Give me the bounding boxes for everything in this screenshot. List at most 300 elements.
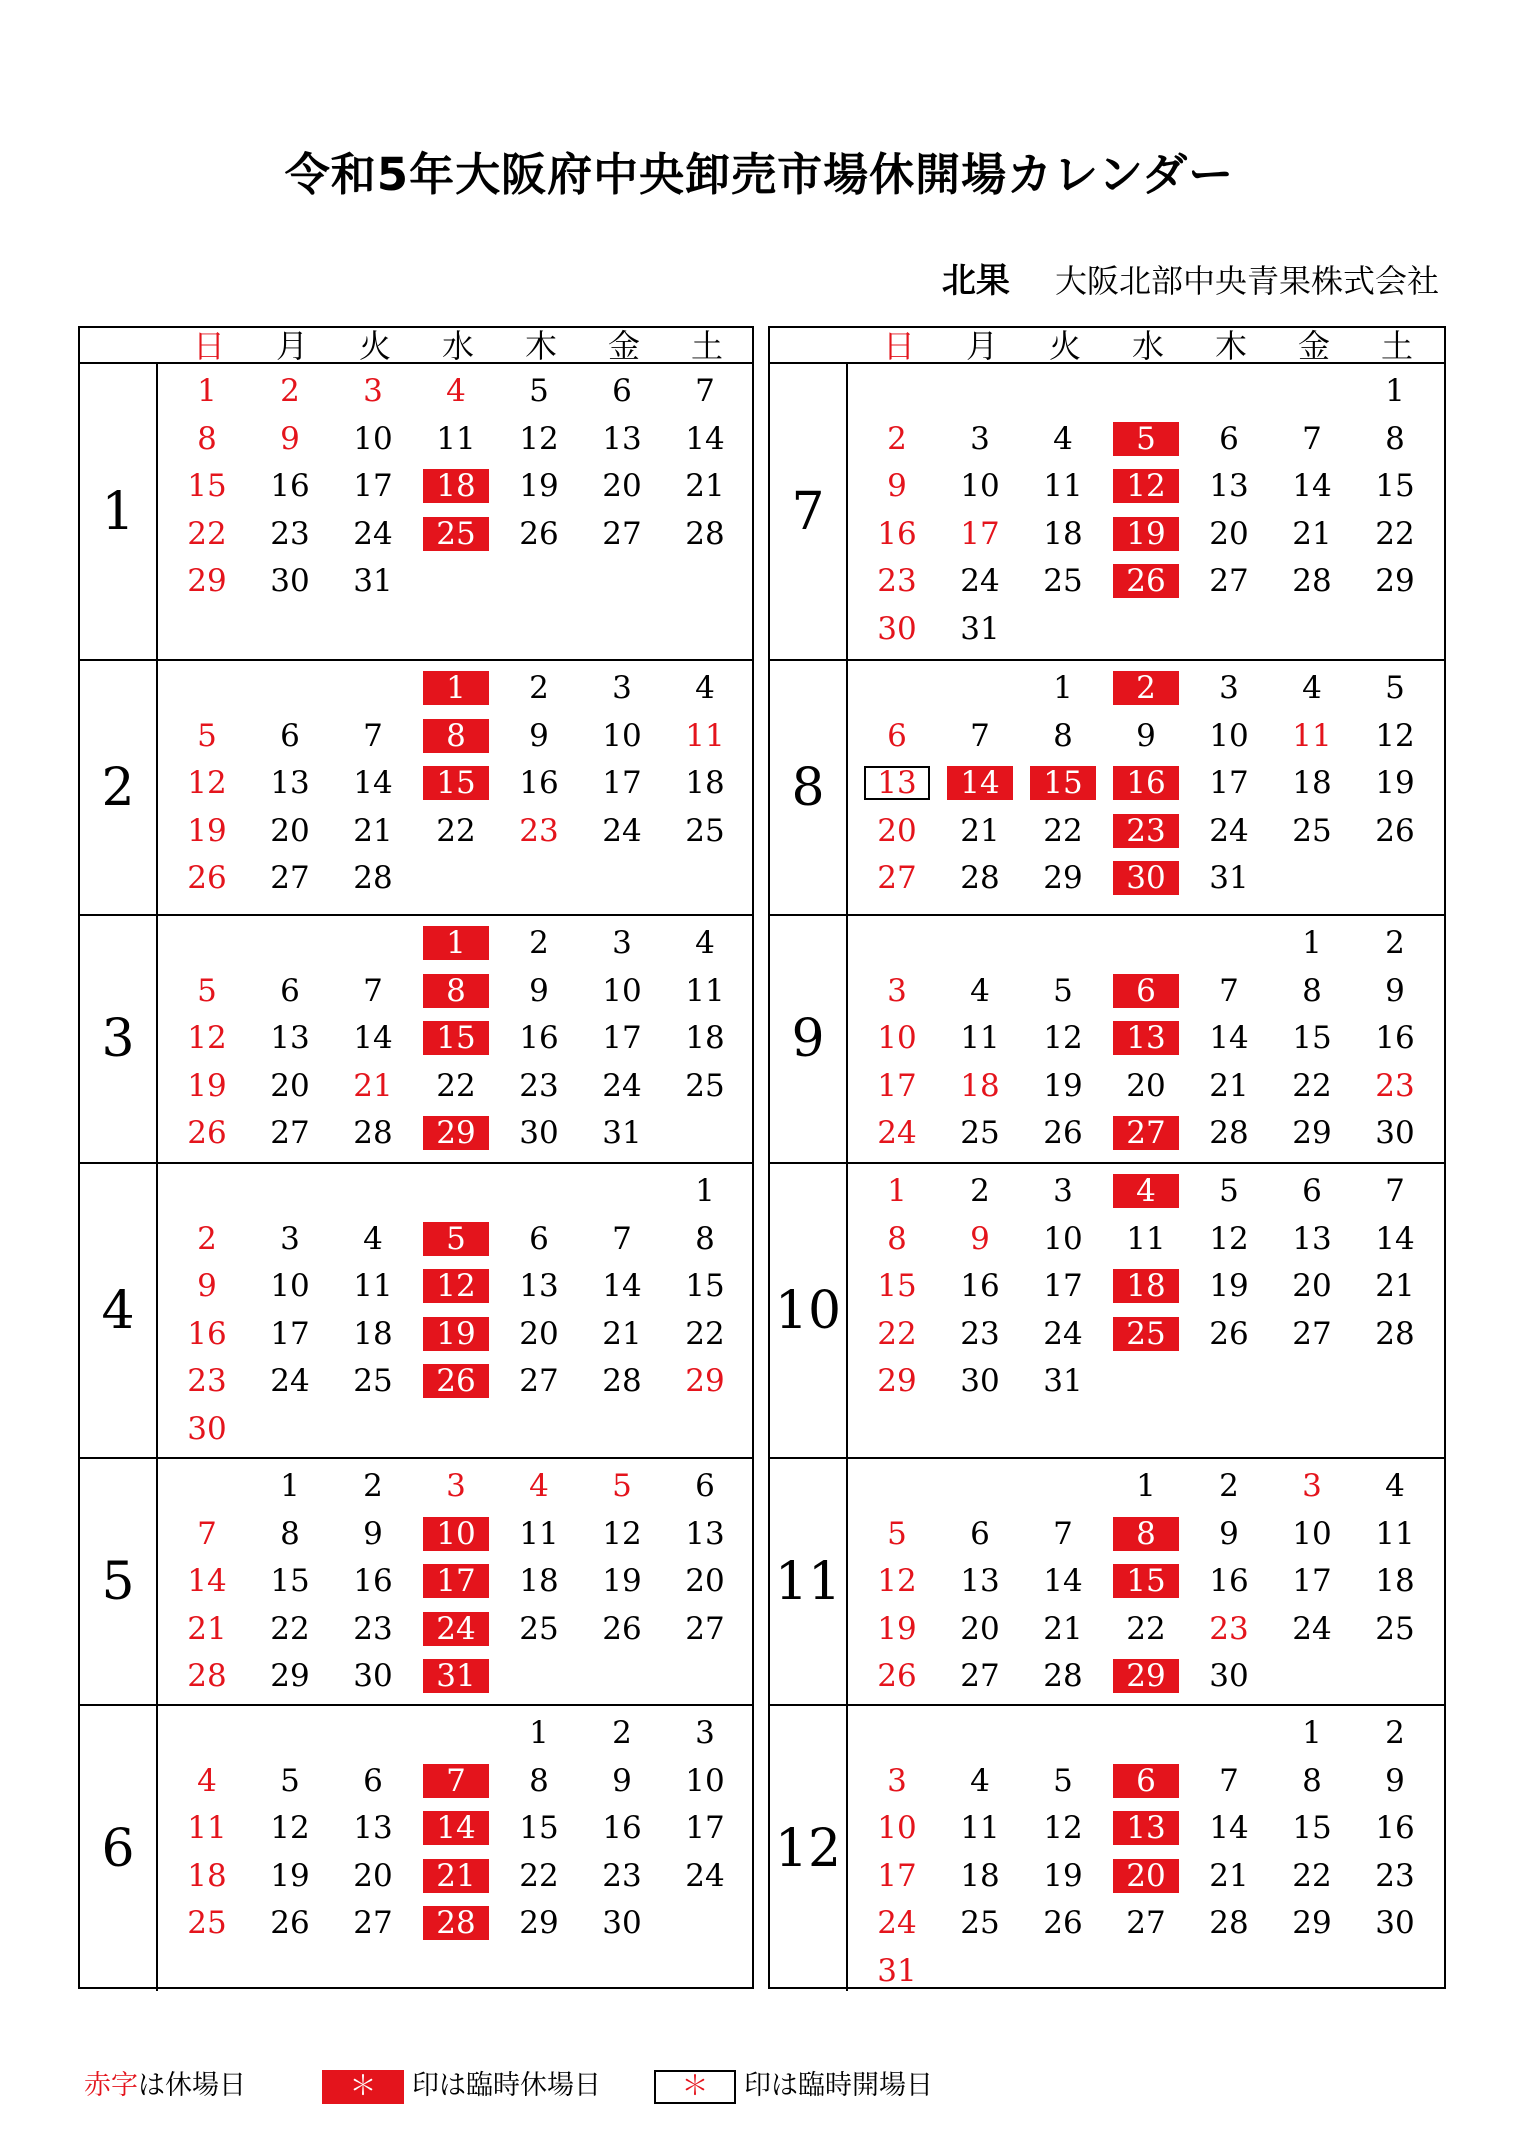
calendar-day: 10 [877,1020,917,1056]
calendar-day: 4 [970,1762,990,1799]
calendar-day: 27 [1209,563,1249,599]
calendar-day: 15 [1113,1564,1179,1598]
calendar-day: 5 [1385,670,1405,706]
calendar-day: 18 [685,765,725,801]
calendar-day: 30 [353,1658,393,1694]
calendar-day: 5 [1219,1173,1239,1209]
calendar-day: 22 [1126,1610,1166,1647]
legend-red-text [84,2068,246,2104]
calendar-day: 8 [695,1220,715,1257]
calendar-day: 23 [1209,1610,1249,1647]
calendar-day: 21 [1209,1067,1249,1104]
calendar-day: 15 [187,468,227,504]
calendar-day: 21 [1209,1857,1249,1894]
calendar-day: 2 [1113,671,1179,705]
calendar-day: 4 [197,1762,217,1799]
calendar-day: 26 [877,1658,917,1694]
calendar-day: 19 [1043,1067,1083,1104]
month-block [80,1706,752,1991]
calendar-day: 7 [695,373,715,409]
calendar-day: 21 [1375,1268,1415,1304]
calendar-day: 16 [1375,1810,1415,1846]
calendar-day: 5 [280,1762,300,1799]
calendar-day: 31 [423,1659,489,1693]
calendar-day: 13 [1113,1021,1179,1055]
month-block [80,1164,752,1459]
calendar-day: 29 [685,1363,725,1399]
calendar-day: 25 [187,1905,227,1941]
calendar-day: 20 [1113,1859,1179,1893]
calendar-day: 8 [197,420,217,457]
calendar-day: 11 [685,972,725,1009]
calendar-day: 24 [685,1857,725,1894]
month-block [770,1706,1444,1991]
calendar-day: 17 [353,468,393,504]
calendar-day: 23 [602,1857,642,1894]
calendar-day: 7 [970,717,990,754]
calendar-day: 1 [1385,373,1405,409]
calendar-day: 3 [1302,1468,1322,1504]
calendar-day: 4 [695,670,715,706]
calendar-day: 14 [1209,1020,1249,1056]
calendar-day: 15 [685,1268,725,1304]
calendar-day: 27 [1292,1315,1332,1352]
calendar-day: 29 [1113,1659,1179,1693]
calendar-day: 9 [970,1220,990,1257]
calendar-day: 2 [363,1468,383,1504]
month-block [80,1459,752,1706]
legend-red-word: 赤字 [84,2070,138,2101]
month-block [80,661,752,916]
calendar-day: 24 [1292,1610,1332,1647]
calendar-day: 26 [602,1610,642,1647]
calendar-day: 8 [1113,1517,1179,1551]
calendar-day: 23 [1375,1857,1415,1894]
calendar-day: 8 [423,719,489,753]
month-block [770,661,1444,916]
calendar-day: 19 [270,1857,310,1894]
calendar-day: 3 [363,373,383,409]
calendar-day: 2 [1385,1715,1405,1751]
month-block [770,364,1444,661]
calendar-day: 28 [602,1363,642,1399]
calendar-day: 17 [877,1857,917,1894]
month-label: 5 [80,1459,158,1704]
calendar-day: 2 [529,925,549,961]
calendar-day: 7 [363,717,383,754]
calendar-day: 21 [353,1067,393,1104]
calendar-day: 18 [685,1020,725,1056]
calendar-day: 9 [363,1515,383,1552]
calendar-day: 7 [363,972,383,1009]
calendar-day: 17 [1292,1563,1332,1599]
calendar-day: 22 [1292,1857,1332,1894]
calendar-day: 5 [197,717,217,754]
calendar-day: 14 [353,765,393,801]
calendar-day: 11 [1043,468,1083,504]
calendar-day: 19 [1043,1857,1083,1894]
calendar-day: 19 [519,468,559,504]
calendar-day: 18 [1292,765,1332,801]
calendar-day: 17 [1209,765,1249,801]
calendar-day: 27 [270,1115,310,1151]
weekday-label: 日 [882,327,915,365]
month-label: 1 [80,364,158,659]
weekday-label: 木 [524,327,557,365]
calendar-day: 30 [270,563,310,599]
calendar-day: 6 [363,1762,383,1799]
calendar-day: 26 [1043,1905,1083,1941]
calendar-day: 8 [1302,972,1322,1009]
calendar-day: 29 [1292,1115,1332,1151]
month-label: 6 [80,1706,158,1991]
calendar-day: 24 [877,1115,917,1151]
weekday-label: 火 [1048,327,1081,365]
calendar-day: 5 [1053,972,1073,1009]
calendar-day: 17 [270,1315,310,1352]
calendar-day: 15 [877,1268,917,1304]
calendar-day: 12 [1375,717,1415,754]
weekday-label: 月 [275,327,308,365]
calendar-day: 13 [960,1563,1000,1599]
calendar-day: 3 [446,1468,466,1504]
calendar-day: 23 [877,563,917,599]
calendar-day: 1 [1302,1715,1322,1751]
calendar-day: 10 [602,972,642,1009]
calendar-day: 2 [612,1715,632,1751]
calendar-day: 1 [529,1715,549,1751]
calendar-day: 6 [612,373,632,409]
calendar-day: 11 [187,1810,227,1846]
calendar-day: 4 [363,1220,383,1257]
calendar-day: 22 [187,515,227,552]
calendar-day: 30 [1209,1658,1249,1694]
calendar-column-right [768,326,1446,1989]
calendar-day: 11 [960,1020,1000,1056]
calendar-day: 19 [1209,1268,1249,1304]
calendar-day: 21 [423,1859,489,1893]
calendar-day: 9 [887,468,907,504]
calendar-day: 7 [197,1515,217,1552]
calendar-day: 12 [1043,1020,1083,1056]
calendar-day: 10 [353,420,393,457]
calendar-day: 9 [197,1268,217,1304]
calendar-day: 27 [602,515,642,552]
calendar-day: 5 [197,972,217,1009]
calendar-day: 12 [1043,1810,1083,1846]
calendar-day: 22 [685,1315,725,1352]
calendar-day: 29 [270,1658,310,1694]
weekday-label: 火 [358,327,391,365]
calendar-day: 17 [877,1067,917,1104]
calendar-day: 26 [1043,1115,1083,1151]
subtitle [942,253,1439,302]
calendar-day: 18 [1113,1269,1179,1303]
calendar-day: 21 [187,1610,227,1647]
calendar-day: 20 [270,812,310,849]
calendar-day: 17 [423,1564,489,1598]
month-block [80,916,752,1164]
calendar-day: 26 [1113,564,1179,598]
calendar-day: 2 [970,1173,990,1209]
calendar-day: 1 [197,373,217,409]
calendar-day: 21 [1043,1610,1083,1647]
calendar-day: 26 [187,1115,227,1151]
calendar-day: 28 [1209,1905,1249,1941]
calendar-day: 16 [1113,766,1179,800]
calendar-day: 18 [423,469,489,503]
calendar-column-left [78,326,754,1989]
calendar-day: 17 [602,765,642,801]
legend-closed-swatch: ＊ [322,2070,404,2104]
calendar-day: 9 [1385,1762,1405,1799]
calendar-day: 13 [353,1810,393,1846]
month-label: 10 [770,1164,848,1457]
calendar-day: 13 [519,1268,559,1304]
month-label: 9 [770,916,848,1162]
calendar-day: 24 [877,1905,917,1941]
calendar-day: 4 [1385,1468,1405,1504]
calendar-day: 20 [1126,1067,1166,1104]
weekday-label: 木 [1214,327,1247,365]
calendar-day: 15 [1375,468,1415,504]
market-name: 北果 [941,261,1010,301]
calendar-day: 15 [423,1021,489,1055]
calendar-day: 1 [887,1173,907,1209]
calendar-day: 9 [280,420,300,457]
calendar-day: 24 [353,515,393,552]
calendar-day: 21 [602,1315,642,1352]
calendar-day: 13 [864,766,930,800]
calendar-day: 16 [270,468,310,504]
calendar-day: 22 [1375,515,1415,552]
calendar-day: 11 [1375,1515,1415,1552]
calendar-day: 20 [1209,515,1249,552]
calendar-day: 26 [187,860,227,896]
calendar-day: 23 [519,1067,559,1104]
calendar-day: 24 [1043,1315,1083,1352]
calendar-day: 28 [353,1115,393,1151]
calendar-day: 2 [887,420,907,457]
calendar-day: 20 [353,1857,393,1894]
calendar-day: 11 [685,717,725,754]
calendar-day: 30 [519,1115,559,1151]
calendar-day: 12 [877,1563,917,1599]
calendar-day: 27 [960,1658,1000,1694]
calendar-day: 4 [1113,1174,1179,1208]
calendar-day: 20 [270,1067,310,1104]
calendar-day: 10 [1209,717,1249,754]
calendar-day: 21 [1292,515,1332,552]
calendar-day: 29 [1375,563,1415,599]
company-name: 大阪北部中央青果株式会社 [1054,262,1439,300]
month-label: 2 [80,661,158,914]
calendar-day: 24 [602,1067,642,1104]
calendar-day: 2 [1385,925,1405,961]
calendar-day: 24 [1209,812,1249,849]
calendar-day: 10 [960,468,1000,504]
calendar-day: 25 [423,517,489,551]
calendar-day: 28 [685,515,725,552]
calendar-day: 16 [353,1563,393,1599]
calendar-day: 25 [1043,563,1083,599]
calendar-day: 23 [270,515,310,552]
month-label: 3 [80,916,158,1162]
calendar-day: 13 [1113,1811,1179,1845]
month-block [770,916,1444,1164]
calendar-day: 20 [877,812,917,849]
calendar-day: 30 [1375,1115,1415,1151]
calendar-day: 26 [1209,1315,1249,1352]
calendar-day: 12 [602,1515,642,1552]
calendar-day: 8 [1053,717,1073,754]
calendar-day: 25 [1113,1317,1179,1351]
calendar-day: 5 [1113,422,1179,456]
legend-red-suffix: は休場日 [138,2070,246,2101]
calendar-day: 1 [1136,1468,1156,1504]
calendar-day: 17 [1043,1268,1083,1304]
calendar-day: 6 [280,717,300,754]
month-label: 8 [770,661,848,914]
calendar-day: 4 [529,1468,549,1504]
calendar-day: 1 [695,1173,715,1209]
calendar-day: 5 [1053,1762,1073,1799]
calendar-day: 22 [270,1610,310,1647]
calendar-day: 22 [1043,812,1083,849]
calendar-day: 31 [602,1115,642,1151]
calendar-day: 12 [1113,469,1179,503]
calendar-day: 9 [529,717,549,754]
calendar-day: 12 [519,420,559,457]
calendar-day: 23 [1375,1067,1415,1104]
calendar-day: 6 [1113,1764,1179,1798]
calendar-day: 6 [695,1468,715,1504]
calendar-day: 30 [960,1363,1000,1399]
calendar-day: 30 [1375,1905,1415,1941]
calendar-day: 1 [1302,925,1322,961]
calendar-day: 28 [1375,1315,1415,1352]
calendar-day: 29 [1292,1905,1332,1941]
month-block [770,1164,1444,1459]
calendar-day: 10 [685,1762,725,1799]
calendar-day: 22 [1292,1067,1332,1104]
weekday-label: 金 [607,327,640,365]
calendar-day: 7 [1302,420,1322,457]
calendar-day: 11 [353,1268,393,1304]
calendar-day: 30 [187,1410,227,1447]
calendar-day: 10 [270,1268,310,1304]
calendar-day: 17 [602,1020,642,1056]
calendar-day: 16 [602,1810,642,1846]
calendar-day: 14 [187,1563,227,1599]
calendar-day: 29 [519,1905,559,1941]
calendar-day: 15 [1030,766,1096,800]
calendar-day: 4 [695,925,715,961]
calendar-day: 2 [280,373,300,409]
calendar-day: 10 [1292,1515,1332,1552]
calendar-day: 27 [519,1363,559,1399]
calendar-day: 12 [1209,1220,1249,1257]
calendar-day: 18 [519,1563,559,1599]
calendar-day: 14 [602,1268,642,1304]
calendar-day: 27 [353,1905,393,1941]
calendar-day: 22 [436,812,476,849]
calendar-day: 23 [187,1363,227,1399]
calendar-day: 3 [612,670,632,706]
weekday-label: 土 [690,327,723,365]
calendar-day: 13 [270,765,310,801]
calendar-day: 7 [423,1764,489,1798]
calendar-day: 19 [1113,517,1179,551]
calendar-day: 17 [685,1810,725,1846]
calendar-day: 18 [960,1857,1000,1894]
calendar-day: 29 [423,1116,489,1150]
calendar-day: 14 [353,1020,393,1056]
calendar-day: 25 [960,1905,1000,1941]
calendar-day: 13 [1209,468,1249,504]
weekday-label: 日 [192,327,225,365]
calendar-day: 15 [270,1563,310,1599]
calendar-day: 19 [1375,765,1415,801]
calendar-day: 31 [353,563,393,599]
calendar-day: 1 [423,671,489,705]
calendar-day: 22 [436,1067,476,1104]
calendar-day: 24 [270,1363,310,1399]
page-title: 令和5年大阪府中央卸売市場休開場カレンダー [284,148,1235,201]
calendar-day: 28 [960,860,1000,896]
weekday-label: 水 [1131,327,1164,365]
calendar-day: 21 [960,812,1000,849]
calendar-day: 23 [353,1610,393,1647]
calendar-day: 22 [519,1857,559,1894]
calendar-day: 3 [280,1220,300,1257]
calendar-day: 27 [1113,1116,1179,1150]
calendar-day: 22 [877,1315,917,1352]
legend-closed [322,2068,601,2104]
calendar-day: 18 [187,1857,227,1894]
calendar-day: 20 [602,468,642,504]
calendar-day: 3 [887,972,907,1009]
month-label: 12 [770,1706,848,1991]
calendar-day: 14 [1375,1220,1415,1257]
calendar-day: 21 [685,468,725,504]
calendar-day: 3 [1219,670,1239,706]
weekday-header [770,328,1444,364]
calendar-day: 27 [1126,1905,1166,1941]
calendar-day: 2 [529,670,549,706]
calendar-day: 14 [423,1811,489,1845]
legend-open-label: 印は臨時開場日 [744,2070,933,2101]
calendar-day: 19 [423,1317,489,1351]
calendar-day: 9 [1219,1515,1239,1552]
calendar-day: 16 [519,765,559,801]
calendar-day: 16 [1209,1563,1249,1599]
calendar-day: 25 [353,1363,393,1399]
calendar-day: 19 [877,1610,917,1647]
calendar-day: 14 [1043,1563,1083,1599]
calendar-day: 18 [353,1315,393,1352]
calendar-day: 19 [602,1563,642,1599]
calendar-day: 7 [1219,972,1239,1009]
calendar-day: 5 [887,1515,907,1552]
calendar-day: 24 [960,563,1000,599]
calendar-day: 5 [423,1222,489,1256]
calendar-day: 3 [612,925,632,961]
calendar-day: 10 [602,717,642,754]
weekday-label: 水 [441,327,474,365]
calendar-day: 6 [1113,974,1179,1008]
calendar-day: 13 [1292,1220,1332,1257]
